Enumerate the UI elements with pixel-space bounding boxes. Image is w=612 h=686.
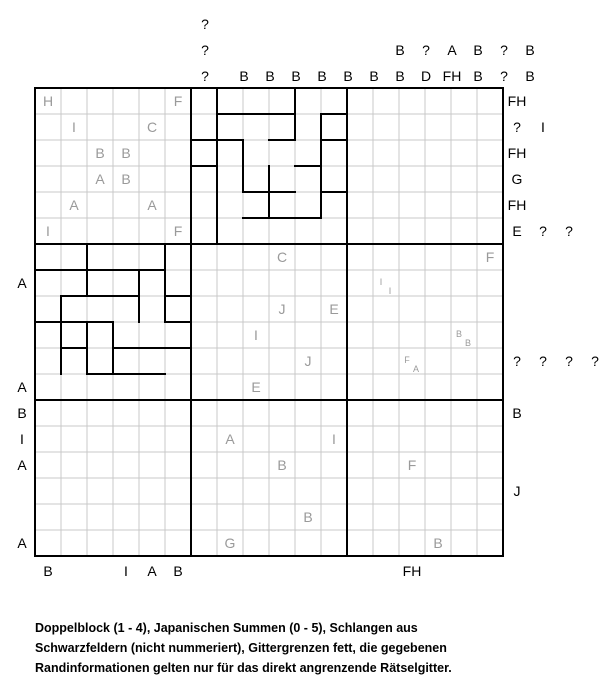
given-letter: I — [254, 327, 258, 343]
given-letter: B — [121, 145, 131, 161]
bottom-clue: I — [124, 563, 128, 579]
top-clue: B — [525, 42, 535, 58]
right-clue: FH — [507, 145, 527, 161]
given-letter: B — [121, 171, 131, 187]
small-letter: B — [455, 329, 462, 339]
top-clue: B — [395, 68, 405, 84]
given-letter: I — [332, 431, 336, 447]
right-clue: J — [513, 483, 521, 499]
given-letter: A — [69, 197, 79, 213]
right-clue: E — [512, 223, 522, 239]
bottom-clue: FH — [402, 563, 422, 579]
top-clue: ? — [201, 42, 209, 58]
given-letter: B — [95, 145, 105, 161]
top-clue: ? — [201, 16, 209, 32]
left-clue: A — [17, 457, 27, 473]
given-letter: F — [173, 93, 183, 109]
top-clue: B — [265, 68, 275, 84]
right-clue: ? — [565, 353, 573, 369]
given-letter: B — [303, 509, 313, 525]
top-clue: FH — [442, 68, 462, 84]
top-clue: B — [343, 68, 353, 84]
right-clue: ? — [513, 353, 521, 369]
small-letter: F — [404, 355, 410, 365]
given-letter: A — [95, 171, 105, 187]
left-clue: I — [20, 431, 24, 447]
right-clue: ? — [513, 119, 521, 135]
puzzle-instructions — [35, 618, 595, 678]
top-clue: ? — [500, 42, 508, 58]
bottom-clue: A — [147, 563, 157, 579]
top-clue: B — [473, 42, 483, 58]
top-clue: B — [525, 68, 535, 84]
top-clue: B — [317, 68, 327, 84]
given-letter: I — [72, 119, 76, 135]
left-clue: A — [17, 535, 27, 551]
given-letter: I — [46, 223, 50, 239]
top-clue: ? — [500, 68, 508, 84]
top-clue: D — [420, 68, 432, 84]
given-letter: A — [147, 197, 157, 213]
given-letter: E — [329, 301, 339, 317]
given-letter: F — [485, 249, 495, 265]
right-clue: ? — [539, 353, 547, 369]
instructions-line-2: Schwarzfeldern (nicht nummeriert), Gittergrenzen fett, die gegebenen — [35, 641, 447, 655]
given-letter: H — [42, 93, 54, 109]
right-clue: FH — [507, 93, 527, 109]
given-letter: F — [173, 223, 183, 239]
top-clue: ? — [422, 42, 430, 58]
given-letter: E — [251, 379, 261, 395]
top-clue: B — [395, 42, 405, 58]
right-clue: ? — [565, 223, 573, 239]
top-clue: B — [473, 68, 483, 84]
small-letter: A — [412, 364, 419, 374]
given-letter: J — [304, 353, 312, 369]
right-clue: ? — [539, 223, 547, 239]
given-letter: B — [433, 535, 443, 551]
right-clue: I — [541, 119, 545, 135]
right-clue: G — [511, 171, 523, 187]
given-letter: J — [278, 301, 286, 317]
left-clue: A — [17, 275, 27, 291]
given-letter: A — [225, 431, 235, 447]
given-letter: C — [276, 249, 288, 265]
given-letter: B — [277, 457, 287, 473]
small-letter: B — [464, 338, 471, 348]
given-letter: C — [146, 119, 158, 135]
top-clue: ? — [201, 68, 209, 84]
given-letter: F — [407, 457, 417, 473]
left-clue: B — [17, 405, 27, 421]
bottom-clue: B — [43, 563, 53, 579]
instructions-line-1: Doppelblock (1 - 4), Japanischen Summen (0 - 5), Schlangen aus — [35, 621, 418, 635]
left-clue: A — [17, 379, 27, 395]
given-letter: G — [224, 535, 236, 551]
right-clue: B — [512, 405, 522, 421]
top-clue: B — [291, 68, 301, 84]
right-clue: ? — [591, 353, 599, 369]
small-letter: I — [379, 277, 383, 287]
instructions-line-3: Randinformationen gelten nur für das direkt angrenzende Rätselgitter. — [35, 661, 452, 675]
right-clue: FH — [507, 197, 527, 213]
top-clue: B — [369, 68, 379, 84]
small-letter: I — [388, 286, 392, 296]
top-clue: B — [239, 68, 249, 84]
top-clue: A — [447, 42, 457, 58]
bottom-clue: B — [173, 563, 183, 579]
